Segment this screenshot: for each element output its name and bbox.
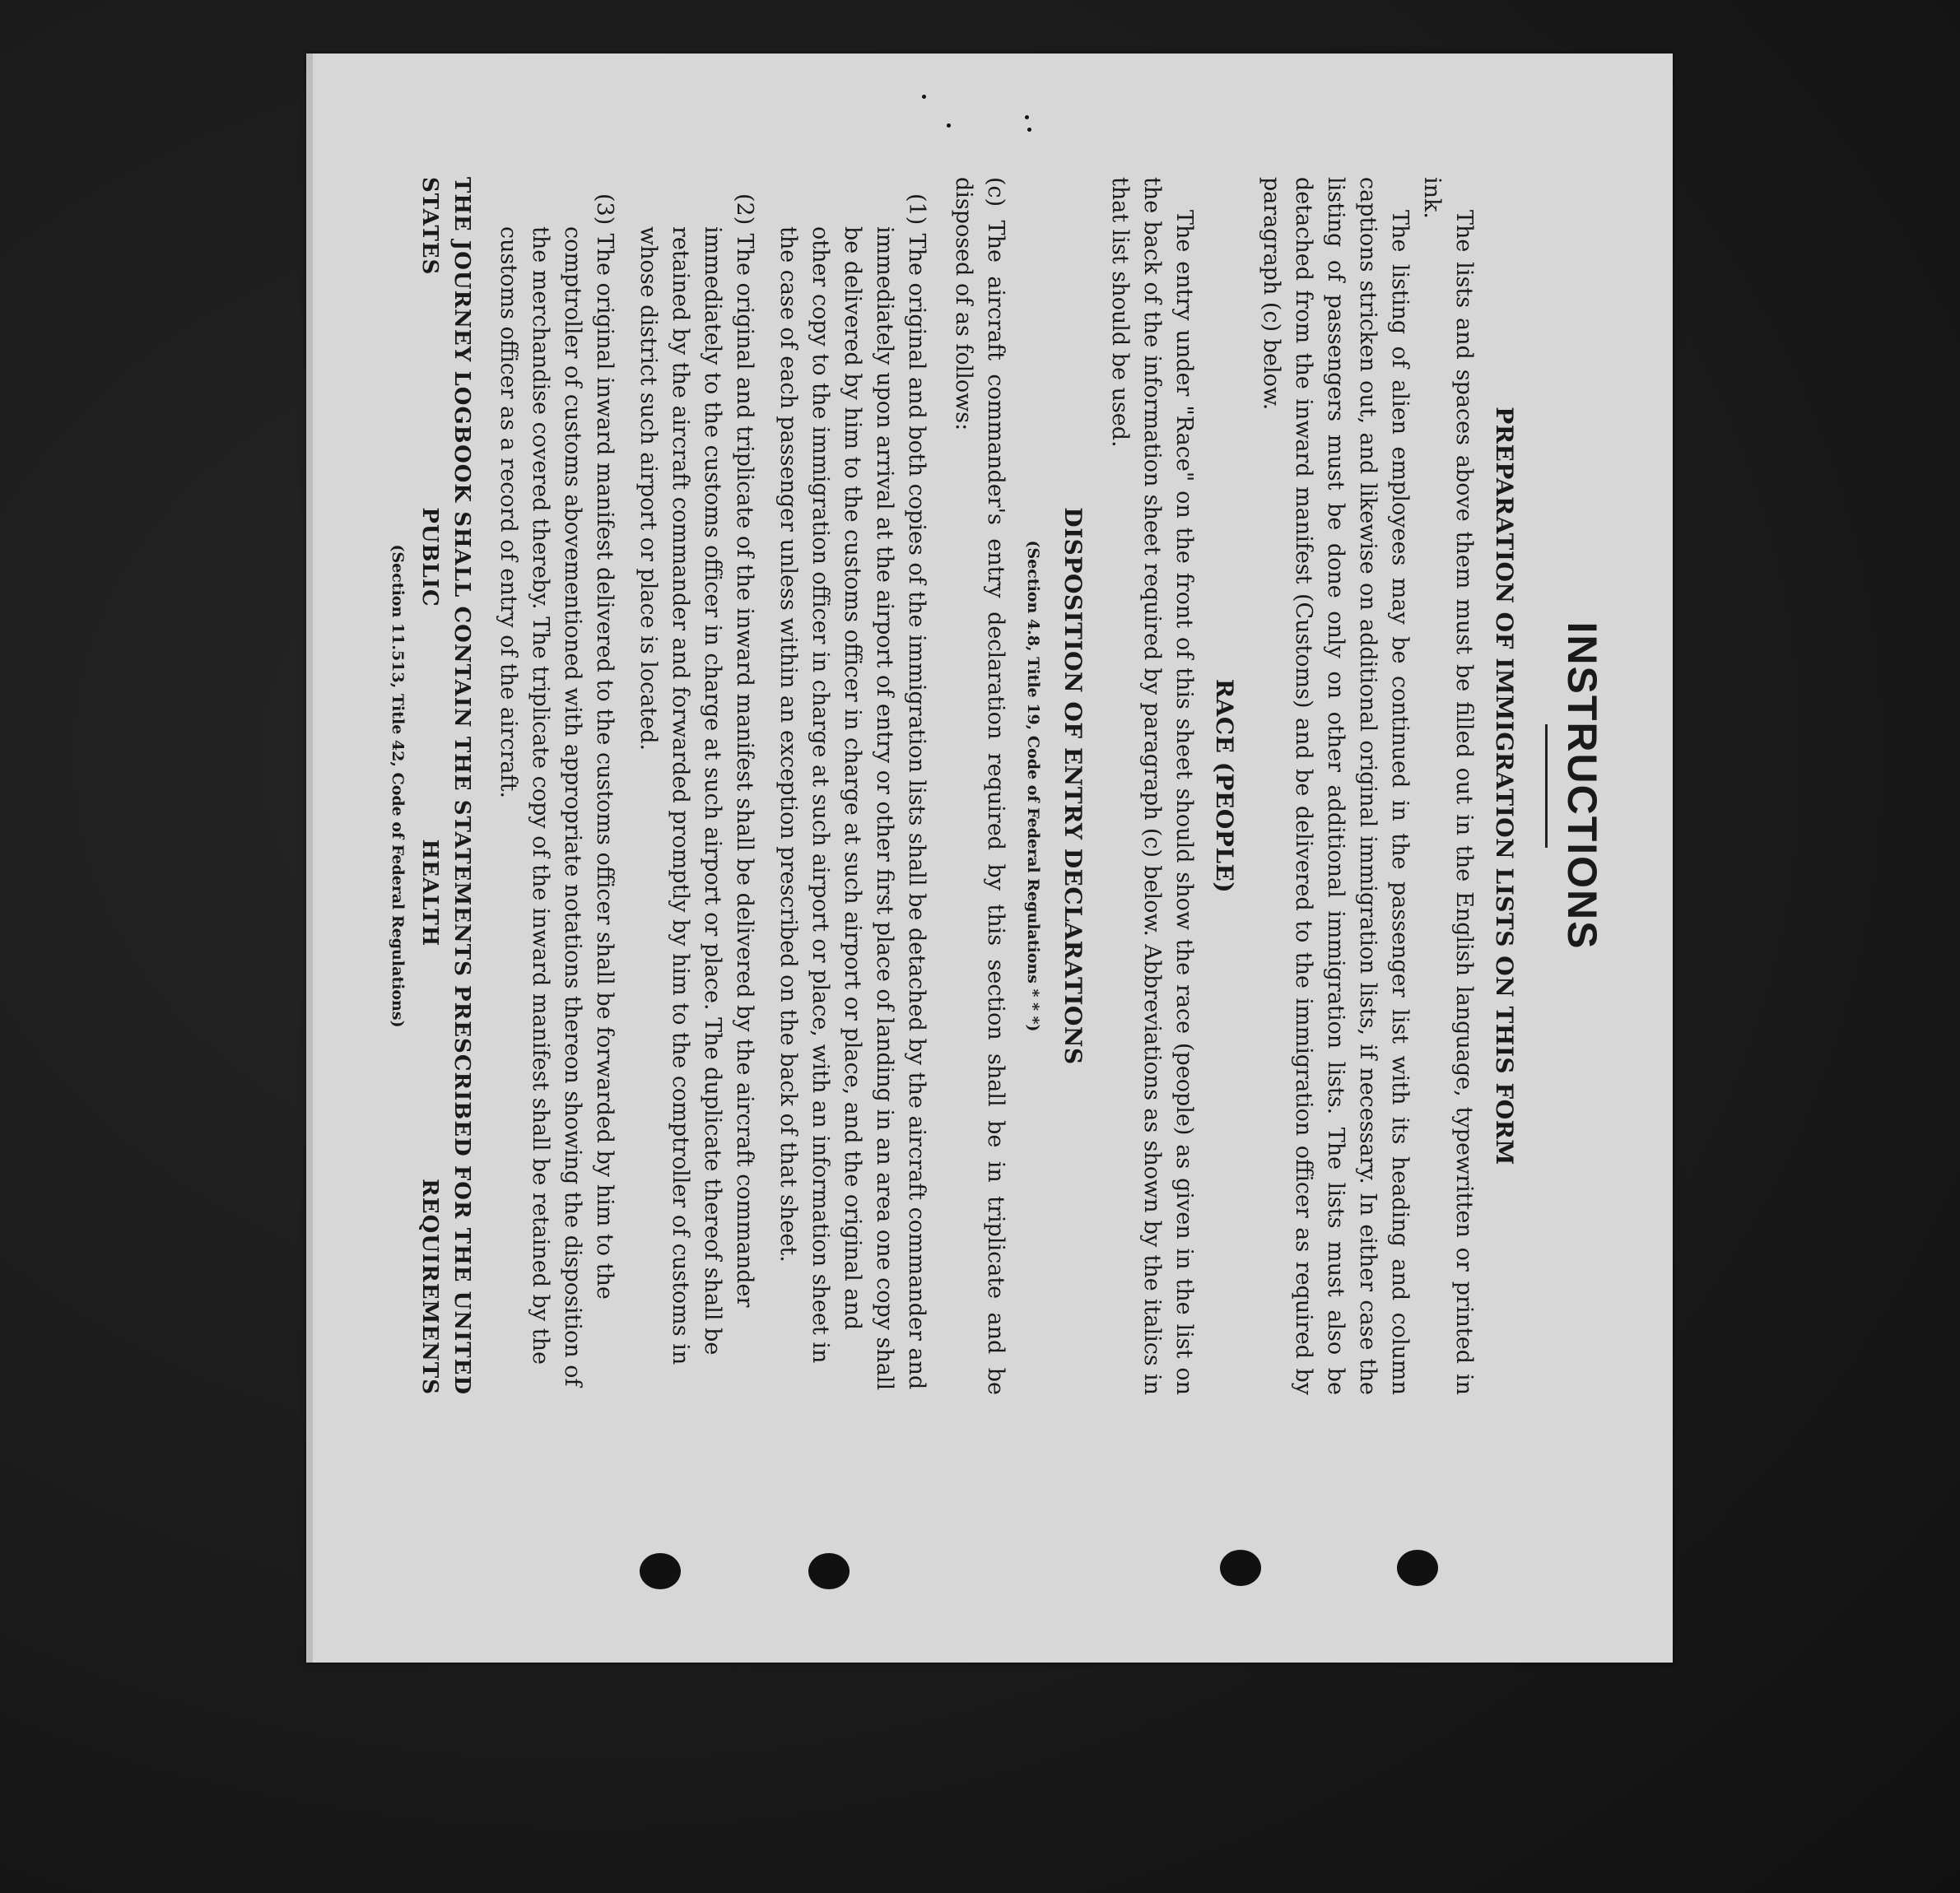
section-heading-disposition: DISPOSITION OF ENTRY DECLARATIONS <box>1059 507 1087 1065</box>
section-citation: (Section 4.8, Title 19, Code of Federal Regulations * * *) <box>1024 540 1042 1032</box>
list-item <box>632 177 761 1395</box>
list-item <box>772 177 933 1395</box>
list-item-number: (3) <box>592 193 617 226</box>
scan-speck <box>922 95 926 99</box>
scan-speck <box>1027 128 1031 132</box>
document-body <box>376 177 1607 1395</box>
document-page <box>306 53 1673 1663</box>
list-item-text: The original and both copies of the immigration lists shall be detached by the aircraft commander and immediately upon arrival at the airport of entry or other first place of landing in an area one copy shall be delivered by him to the customs officer in charge at such airport or place, and the original and other copy to the immigration officer in charge at such airport or place, with an information sheet in the case of each passenger unless within an exception prescribed on the back of that sheet. <box>775 226 929 1391</box>
footer-statement: THE JOURNEY LOGBOOK SHALL CONTAIN THE STATEMENTS PRESCRIBED FOR THE UNITED STATES PUBLIC HEALTH REQUIREMENTS <box>417 177 474 1395</box>
document-title: INSTRUCTIONS <box>1559 621 1605 951</box>
list-item-number: (1) <box>904 193 929 226</box>
paragraph-alien-employees: The listing of alien employees may be continued in the passenger list with its heading and column captions stricken out, and likewise on additional original immigration lists, if necessary. In either case the listing of passengers must be done only on other additional immigration lists. The lists must also be detached from the inward manifest (Customs) and be delivered to the immigration officer as required by paragraph (c) below. <box>1259 177 1413 1395</box>
section-heading-race: RACE (PEOPLE) <box>1211 678 1238 894</box>
list-item-text: The original inward manifest delivered to the customs officer shall be forwarded by him to the comptroller of customs abovementioned with appropriate notations thereon showing the disposition of the merchandise covered thereby. The triplicate copy of the inward manifest shall be retained by the customs officer as a record of entry of the aircraft. <box>496 226 617 1387</box>
scan-speck <box>947 123 951 128</box>
list-item-number: (2) <box>732 193 757 226</box>
list-item-text: The original and triplicate of the inward manifest shall be delivered by the aircraft commander immediately to the customs officer in charge at such airport or place. The duplicate thereof shall be retained by the aircraft commander and forwarded promptly by him to the comptroller of customs in whose district such airport or place is located. <box>635 226 757 1365</box>
paragraph-entry-declaration-intro: (c) The aircraft commander's entry declaration required by this section shall be in triplicate and be disposed of as follows: <box>951 177 1008 1395</box>
footer-citation: (Section 11.513, Title 42, Code of Federal Regulations) <box>389 544 407 1028</box>
scan-speck <box>1025 115 1029 119</box>
paragraph-english-language: The lists and spaces above them must be filled out in the English language, typewritten or printed in ink. <box>1419 177 1477 1395</box>
paragraph-race: The entry under "Race" on the front of this sheet should show the race (people) as given in the list on the back of the information sheet required by paragraph (c) below. Abbreviations as shown by the italics in that list should be used. <box>1107 177 1197 1395</box>
list-item <box>492 177 621 1395</box>
section-heading-preparation: PREPARATION OF IMMIGRATION LISTS ON THIS FORM <box>1491 407 1518 1165</box>
rotated-text-frame <box>306 53 1673 1663</box>
title-rule <box>1545 724 1548 848</box>
